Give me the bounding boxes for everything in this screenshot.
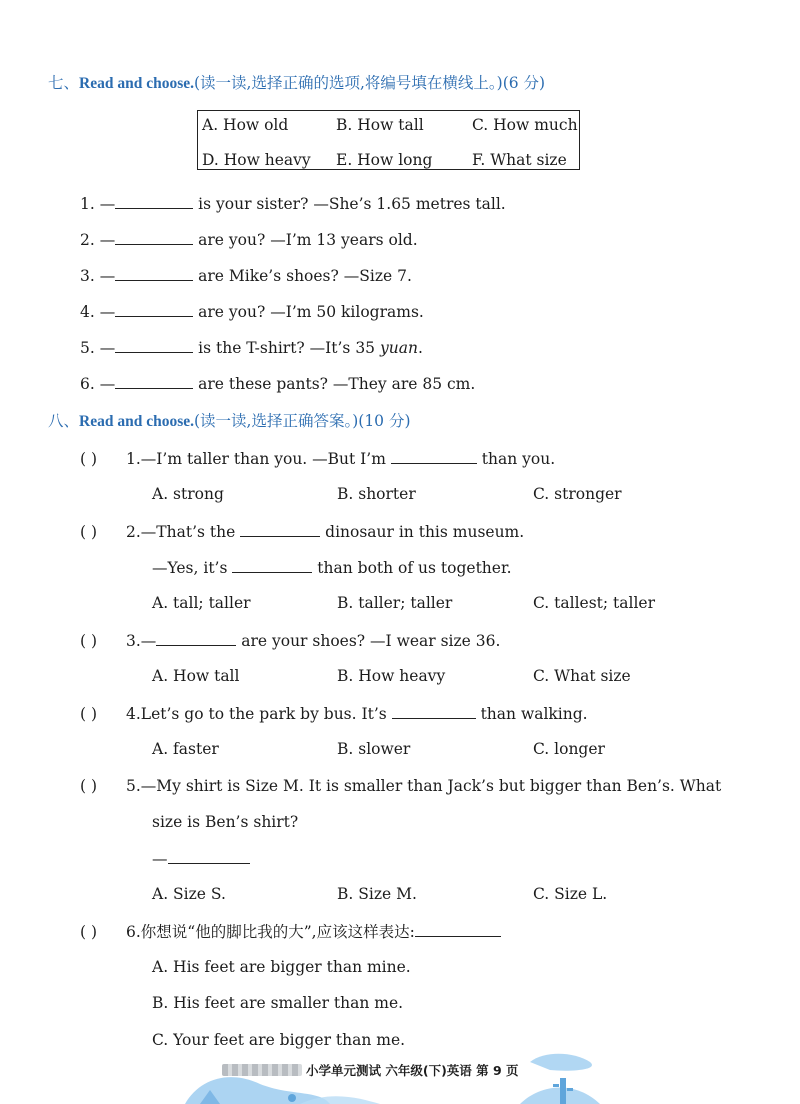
dash: — <box>99 303 116 321</box>
question-number: 5. <box>126 777 141 795</box>
answer-blank <box>391 447 477 464</box>
item-text: is the T-shirt? —It’s 35 <box>193 339 380 357</box>
answer-blank <box>232 556 312 573</box>
dash: — <box>99 195 116 213</box>
s8-q6-option-c[interactable]: C. Your feet are bigger than me. <box>152 1031 406 1049</box>
question-text: Let’s go to the park by bus. It’s <box>140 705 392 723</box>
answer-paren[interactable]: ( ) <box>80 777 98 795</box>
item-number: 3. <box>80 267 95 285</box>
answer-paren[interactable]: ( ) <box>80 923 98 941</box>
answer-blank[interactable] <box>115 192 193 209</box>
s8-q2-line-2 <box>152 556 512 579</box>
section-7-number: 七、 <box>48 74 80 92</box>
page-footer: 小学单元测试 六年级(下)英语 第 9 页 <box>306 1063 519 1078</box>
answer-blank <box>156 629 236 646</box>
s8-question-4 <box>80 702 588 725</box>
section-8-heading <box>48 410 411 433</box>
answer-blank <box>392 702 476 719</box>
answer-blank[interactable] <box>415 920 501 937</box>
option-c: C. How much <box>472 116 578 134</box>
item-number: 2. <box>80 231 95 249</box>
option-f: F. What size <box>472 151 567 169</box>
s7-item-4 <box>80 300 424 323</box>
s8-question-2 <box>80 520 524 543</box>
s7-item-1 <box>80 192 506 215</box>
question-text-end: than you. <box>476 450 556 468</box>
question-text: —My shirt is Size M. It is smaller than Jack’s but bigger than Ben’s. What <box>140 777 722 795</box>
answer-paren[interactable]: ( ) <box>80 632 98 650</box>
dash: — <box>99 339 116 357</box>
question-text: 你想说“他的脚比我的大”,应该这样表达: <box>140 923 415 941</box>
s8-q5-line-2: size is Ben’s shirt? <box>152 813 299 831</box>
s8-q5-option-c[interactable]: C. Size L. <box>533 885 608 903</box>
s8-question-6 <box>80 920 501 943</box>
s8-q5-option-a[interactable]: A. Size S. <box>152 885 226 903</box>
question-text: —That’s the <box>140 523 241 541</box>
s8-q4-option-b[interactable]: B. slower <box>337 740 411 758</box>
item-end: . <box>417 339 423 357</box>
item-text: is your sister? —She’s 1.65 metres tall. <box>193 195 506 213</box>
answer-paren[interactable]: ( ) <box>80 523 98 541</box>
question-text-end: than both of us together. <box>312 559 512 577</box>
question-text-end: than walking. <box>475 705 588 723</box>
s8-q1-option-c[interactable]: C. stronger <box>533 485 622 503</box>
item-number: 5. <box>80 339 95 357</box>
s8-q6-option-a[interactable]: A. His feet are bigger than mine. <box>152 958 411 976</box>
item-text: are these pants? —They are 85 cm. <box>193 375 476 393</box>
s8-q2-option-b[interactable]: B. taller; taller <box>337 594 453 612</box>
s8-q1-option-b[interactable]: B. shorter <box>337 485 416 503</box>
answer-blank[interactable] <box>115 372 193 389</box>
answer-blank[interactable] <box>115 336 193 353</box>
s8-question-3 <box>80 629 500 652</box>
s8-q5-answer-line <box>152 847 250 870</box>
question-number: 3. <box>126 632 141 650</box>
s8-question-1 <box>80 447 555 470</box>
option-b: B. How tall <box>336 116 424 134</box>
question-text: —I’m taller than you. —But I’m <box>140 450 391 468</box>
s8-q3-option-c[interactable]: C. What size <box>533 667 631 685</box>
s7-item-5 <box>80 336 423 359</box>
item-text: are Mike’s shoes? —Size 7. <box>193 267 412 285</box>
s8-q2-option-c[interactable]: C. tallest; taller <box>533 594 656 612</box>
item-text: are you? —I’m 50 kilograms. <box>193 303 424 321</box>
dash: — <box>152 850 168 868</box>
s8-q5-option-b[interactable]: B. Size M. <box>337 885 417 903</box>
s8-q3-option-b[interactable]: B. How heavy <box>337 667 446 685</box>
s7-item-3 <box>80 264 412 287</box>
blurred-code <box>222 1064 302 1076</box>
s8-q4-option-c[interactable]: C. longer <box>533 740 605 758</box>
question-text: — <box>140 632 157 650</box>
options-box <box>197 110 580 170</box>
option-a: A. How old <box>202 116 289 134</box>
item-number: 6. <box>80 375 95 393</box>
answer-blank[interactable] <box>168 847 250 864</box>
dash: — <box>99 267 116 285</box>
answer-blank[interactable] <box>115 228 193 245</box>
question-number: 1. <box>126 450 141 468</box>
item-text: are you? —I’m 13 years old. <box>193 231 418 249</box>
answer-blank[interactable] <box>115 300 193 317</box>
option-d: D. How heavy <box>202 151 311 169</box>
question-number: 2. <box>126 523 141 541</box>
dash: — <box>99 231 116 249</box>
answer-paren[interactable]: ( ) <box>80 450 98 468</box>
section-7-title-cn: (读一读,选择正确的选项,将编号填在横线上。)(6 分) <box>194 74 546 92</box>
s8-q2-option-a[interactable]: A. tall; taller <box>152 594 251 612</box>
section-7-heading <box>48 72 545 95</box>
section-8-title-cn: (读一读,选择正确答案。)(10 分) <box>194 412 411 430</box>
answer-blank <box>240 520 320 537</box>
question-number: 6. <box>126 923 141 941</box>
s7-item-2 <box>80 228 418 251</box>
item-number: 1. <box>80 195 95 213</box>
s8-question-5 <box>80 775 721 797</box>
option-e: E. How long <box>336 151 433 169</box>
question-text: —Yes, it’s <box>152 559 233 577</box>
s8-q3-option-a[interactable]: A. How tall <box>152 667 240 685</box>
item-number: 4. <box>80 303 95 321</box>
section-7-title-en: Read and choose. <box>79 75 194 92</box>
s8-q1-option-a[interactable]: A. strong <box>152 485 224 503</box>
answer-paren[interactable]: ( ) <box>80 705 98 723</box>
s7-item-6 <box>80 372 475 395</box>
section-8-number: 八、 <box>48 412 80 430</box>
s8-q4-option-a[interactable]: A. faster <box>152 740 219 758</box>
section-8-title-en: Read and choose. <box>79 413 194 430</box>
s8-q6-option-b[interactable]: B. His feet are smaller than me. <box>152 994 404 1012</box>
item-italic: yuan <box>379 339 418 357</box>
dash: — <box>99 375 116 393</box>
question-number: 4. <box>126 705 141 723</box>
answer-blank[interactable] <box>115 264 193 281</box>
question-text-end: are your shoes? —I wear size 36. <box>236 632 501 650</box>
question-text-end: dinosaur in this museum. <box>320 523 525 541</box>
